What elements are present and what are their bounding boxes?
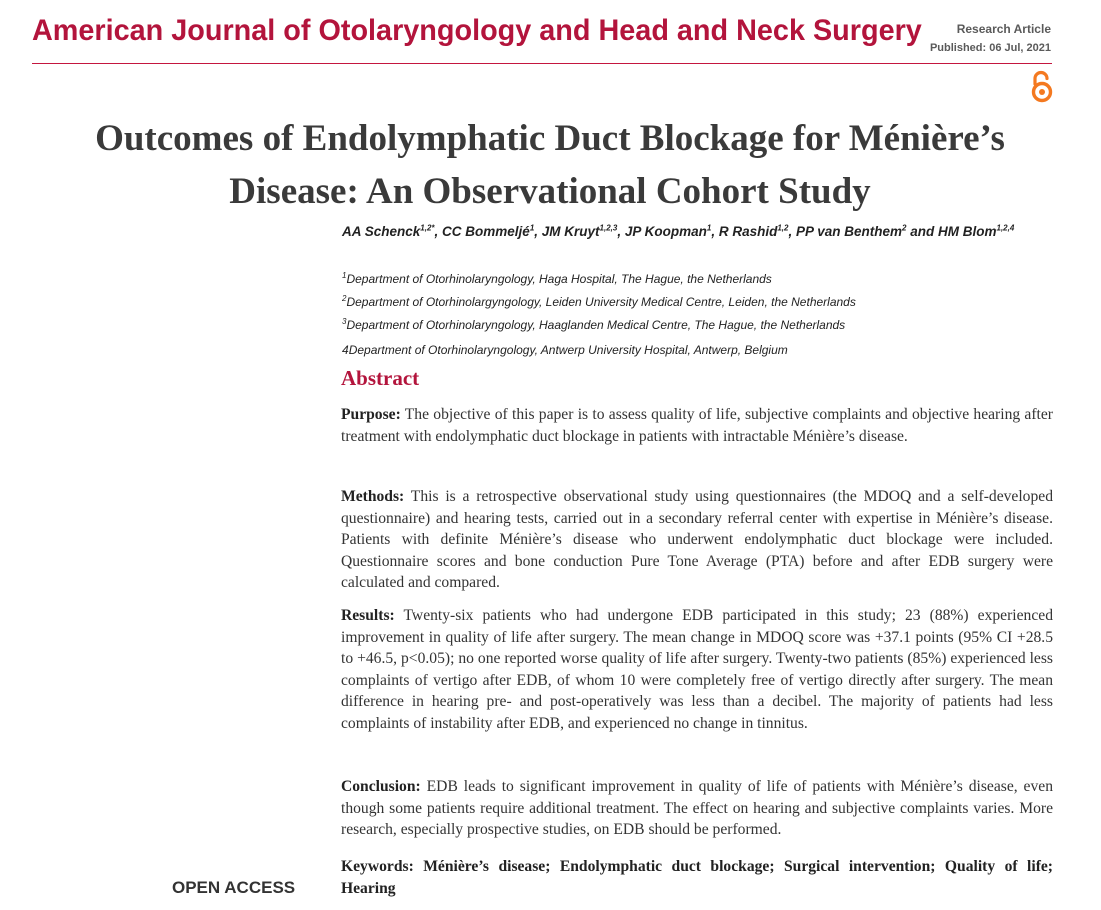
author-list xyxy=(342,222,1062,241)
abstract-purpose: Purpose: The objective of this paper is to assess quality of life, subjective complaints and objective hearing after treatment with endolymphatic duct blockage in patients with intractable Ménière’s disease. xyxy=(341,406,1053,445)
author: JM Kruyt$^{1,2,3}$, xyxy=(541,223,625,239)
title-line-1: Outcomes of Endolymphatic Duct Blockage for Ménière’s xyxy=(95,118,1005,159)
abstract-results: Results: Twenty-six patients who had undergone EDB participated in this study; 23 (88%) experienced improvement in quality of life after surgery. The mean change in MDOQ score was +37.1 points (95% CI +28.5 to +46.5, p<0.05); no one reported worse quality of life after surgery. Twenty-two patients (85%) experienced less complaints of vertigo after EDB, of whom 10 were completely free of vertigo directly after surgery. The mean difference in hearing pre- and post-operatively was less than a decibel. The majority of patients had less complaints of instability after EDB, and experienced no change in tinnitus. xyxy=(341,607,1053,732)
author: HM Blom$^{1,2,4}$ xyxy=(938,223,1015,239)
author: AA Schenck$^{1,2*}$, xyxy=(342,223,443,239)
author: PP van Benthem$^2$ and xyxy=(796,223,938,239)
article-title xyxy=(20,112,1080,218)
open-access-icon xyxy=(1028,70,1056,104)
abstract-heading: Abstract xyxy=(341,366,420,390)
author: R Rashid$^{1,2}$, xyxy=(718,223,796,239)
title-line-2: Disease: An Observational Cohort Study xyxy=(229,171,871,212)
open-access-label: OPEN ACCESS xyxy=(172,878,296,897)
header-divider xyxy=(32,63,1052,64)
affiliation-1: $^1$Department of Otorhinolaryngology, Haga Hospital, The Hague, the Netherlands xyxy=(342,271,772,286)
affiliation-4: 4Department of Otorhinolaryngology, Antwerp University Hospital, Antwerp, Belgium xyxy=(342,343,788,357)
author: JP Koopman$^1$, xyxy=(624,223,719,239)
journal-title: American Journal of Otolaryngology and Head and Neck Surgery xyxy=(32,14,922,47)
affiliation-3: $^3$Department of Otorhinolaryngology, Haaglanden Medical Centre, The Hague, the Netherlands xyxy=(342,317,846,332)
author: CC Bommeljé$^1$, xyxy=(442,223,542,239)
abstract-methods: Methods: This is a retrospective observational study using questionnaires (the MDOQ and a self-developed questionnaire) and hearing tests, carried out in a secondary referral center with expertise in Ménière’s disease. Patients with definite Ménière’s disease who underwent endolymphatic duct blockage were included. Questionnaire scores and bone conduction Pure Tone Average (PTA) before and after EDB surgery were calculated and compared. xyxy=(341,488,1053,592)
keywords: Keywords: Ménière’s disease; Endolymphatic duct blockage; Surgical intervention; Quality of life; Hearing xyxy=(341,858,1053,897)
affiliation-2: $^2$Department of Otorhinolargyngology, Leiden University Medical Centre, Leiden, the Netherlands xyxy=(342,294,856,309)
article-type: Research Article xyxy=(956,22,1051,36)
abstract-conclusion: Conclusion: EDB leads to significant improvement in quality of life of patients with Ménière’s disease, even though some patients require additional treatment. The effect on hearing and subjective complaints varies. More research, especially prospective studies, on EDB should be performed. xyxy=(341,778,1053,839)
published-date: Published: 06 Jul, 2021 xyxy=(929,42,1051,54)
